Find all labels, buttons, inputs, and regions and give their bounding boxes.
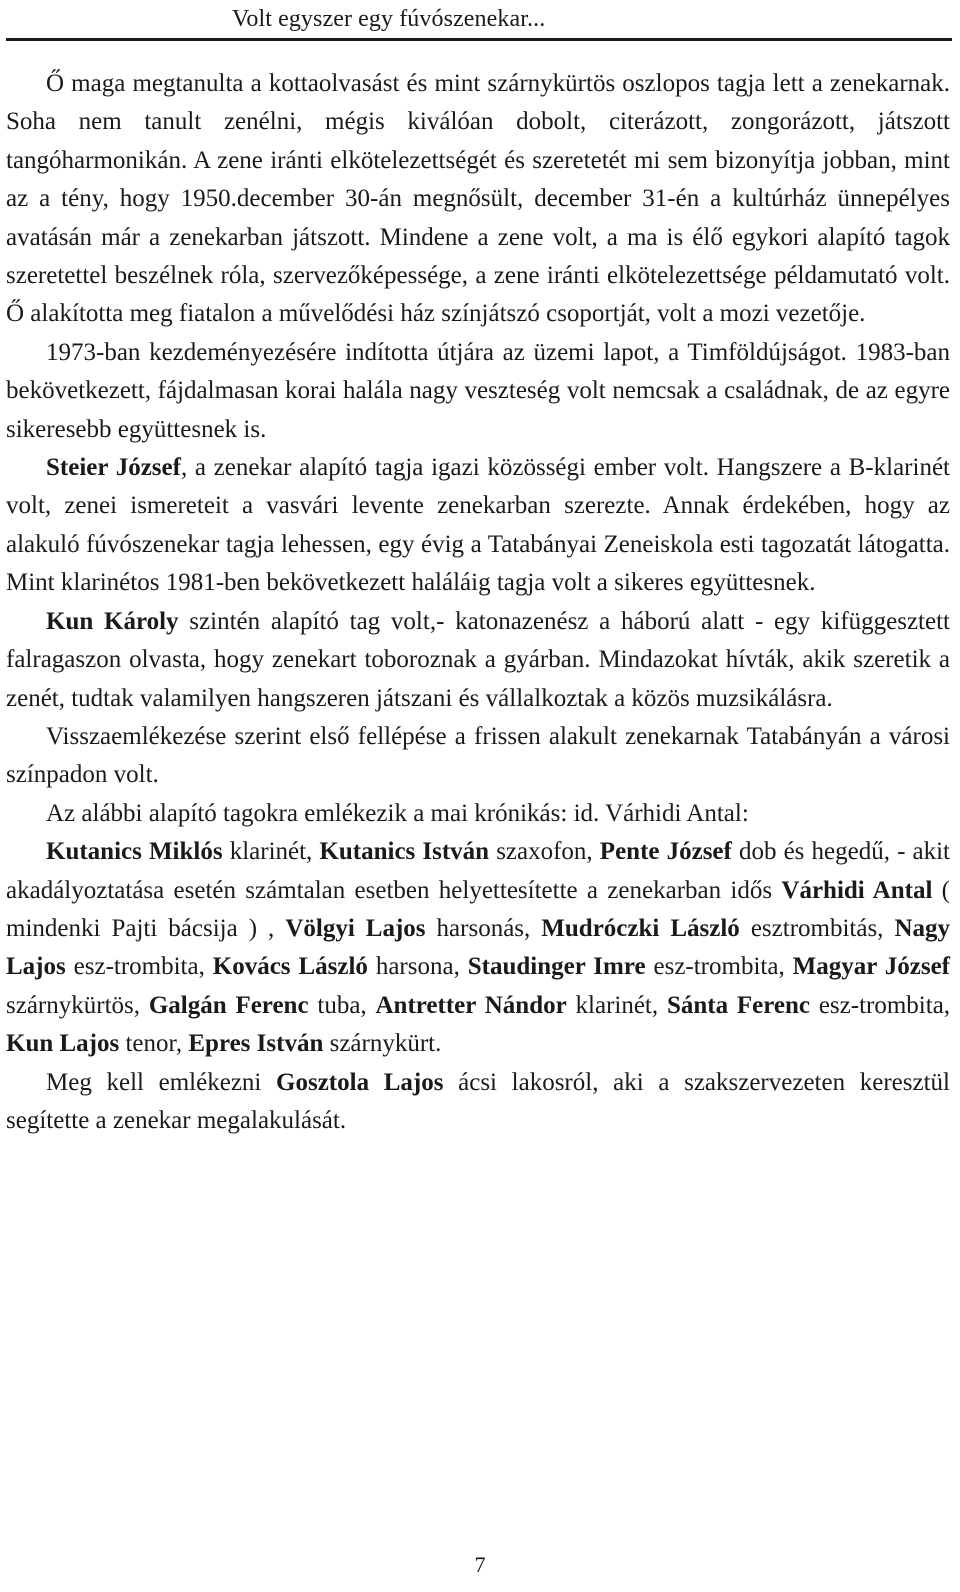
text-run: harsona,	[367, 953, 468, 981]
body-paragraph	[6, 449, 950, 603]
running-header	[6, 2, 952, 41]
text-run: esz-trombita,	[810, 991, 951, 1019]
bold-name: Kutanics Miklós	[46, 838, 223, 866]
article-body	[6, 65, 950, 1140]
body-paragraph	[6, 603, 950, 718]
text-run: Ő maga megtanulta a kottaolvasást és mint szárnykürtös oszlopos tagja lett a zenekarnak. Soha nem tanult zenélni, mégis kiválóan dobolt, citerázott, zongorázott, játszott tangóharmonikán. A zene iránti elkötelezettségét és szeretetét mi sem bizonyítja jobban, mint az a tény, hogy 1950.december 30-án megnősült, december 31-én a kultúrház ünnepélyes avatásán már a zenekarban játszott. Mindene a zene volt, a ma is élő egykori alapító tagok szeretettel beszélnek róla, szervezőképessége, a zene iránti elkötelezettsége példamutató volt. Ő alakította meg fiatalon a művelődési ház színjátszó csoportját, volt a mozi vezetője.	[6, 70, 950, 328]
page-number: 7	[474, 1552, 486, 1577]
text-run: tenor,	[119, 1030, 189, 1058]
bold-name: Staudinger Imre	[467, 953, 646, 981]
text-run: szárnykürtös,	[6, 991, 149, 1019]
body-paragraph	[6, 795, 950, 833]
bold-name: Pente József	[599, 838, 732, 866]
body-paragraph	[6, 334, 950, 449]
bold-name: Kovács László	[212, 953, 368, 981]
body-paragraph	[6, 833, 950, 1063]
bold-name: Kutanics István	[319, 838, 490, 866]
bold-name: Galgán Ferenc	[148, 991, 309, 1019]
text-run: 1973-ban kezdeményezésére indította útjára az üzemi lapot, a Timföldújságot. 1983-ban bekövetkezett, fájdalmasan korai halála nagy veszteség volt nemcsak a családnak, de az egyre sikeresebb együttesnek is.	[6, 338, 950, 443]
text-run: , a zenekar alapító tagja igazi közösségi ember volt. Hangszere a B-klarinét volt, zenei ismereteit a vasvári levente zenekarban szerezte. Annak érdekében, hogy az alakuló fúvószenekar tagja lehessen, egy évig a Tatabányai Zeneiskola esti tagozatát látogatta. Mint klarinétos 1981-ben bekövetkezett haláláig tagja volt a sikeres együttesnek.	[6, 454, 950, 597]
body-paragraph	[6, 1064, 950, 1141]
text-run: esz-trombita,	[65, 953, 213, 981]
bold-name: Mudróczki László	[541, 914, 740, 942]
bold-name: Kun Károly	[46, 607, 179, 635]
text-run: harsonás,	[425, 914, 542, 942]
body-paragraph	[6, 718, 950, 795]
text-run: ( mindenki Pajti bácsija ) ,	[6, 876, 951, 942]
bold-name: Völgyi Lajos	[285, 914, 426, 942]
text-run: szárnykürt.	[323, 1030, 442, 1058]
body-paragraph	[6, 65, 950, 334]
text-run: esztrombitás,	[739, 914, 895, 942]
text-run: esz-trombita,	[645, 953, 793, 981]
bold-name: Gosztola Lajos	[276, 1068, 444, 1096]
bold-name: Magyar József	[792, 953, 951, 981]
text-run: Visszaemlékezése szerint első fellépése a frissen alakult zenekarnak Tatabányán a városi színpadon volt.	[6, 722, 950, 789]
bold-name: Epres István	[188, 1030, 324, 1058]
text-run: szaxofon,	[489, 838, 600, 866]
text-run: szintén alapító tag volt,- katonazenész a háború alatt - egy kifüggesztett falragaszon olvasta, hogy zenekart toboroznak a gyárban. Mindazokat hívták, akik szeretik a zenét, tudtak valamilyen hangszeren játszani és vállalkoztak a közös muzsikálásra.	[6, 607, 950, 712]
bold-name: Kun Lajos	[6, 1030, 120, 1058]
bold-name: Várhidi Antal	[781, 876, 933, 904]
text-run: tuba,	[308, 991, 376, 1019]
text-run: dob és hegedű, - akit akadályoztatása esetén számtalan esetben helyettesítette a zenekarban idős	[6, 838, 950, 904]
header-title: Volt egyszer egy fúvószenekar...	[232, 6, 546, 32]
text-run: Meg kell emlékezni	[46, 1068, 277, 1096]
bold-name: Steier József	[46, 454, 181, 482]
text-run: Az alábbi alapító tagokra emlékezik a mai krónikás: id. Várhidi Antal:	[46, 799, 749, 827]
bold-name: Nagy Lajos	[6, 914, 951, 981]
text-run: ácsi lakosról, aki a szakszervezeten keresztül segítette a zenekar megalakulását.	[6, 1068, 950, 1134]
text-run: klarinét,	[566, 991, 667, 1019]
bold-name: Sánta Ferenc	[666, 991, 811, 1019]
bold-name: Antretter Nándor	[375, 991, 567, 1019]
text-run: klarinét,	[222, 838, 320, 866]
